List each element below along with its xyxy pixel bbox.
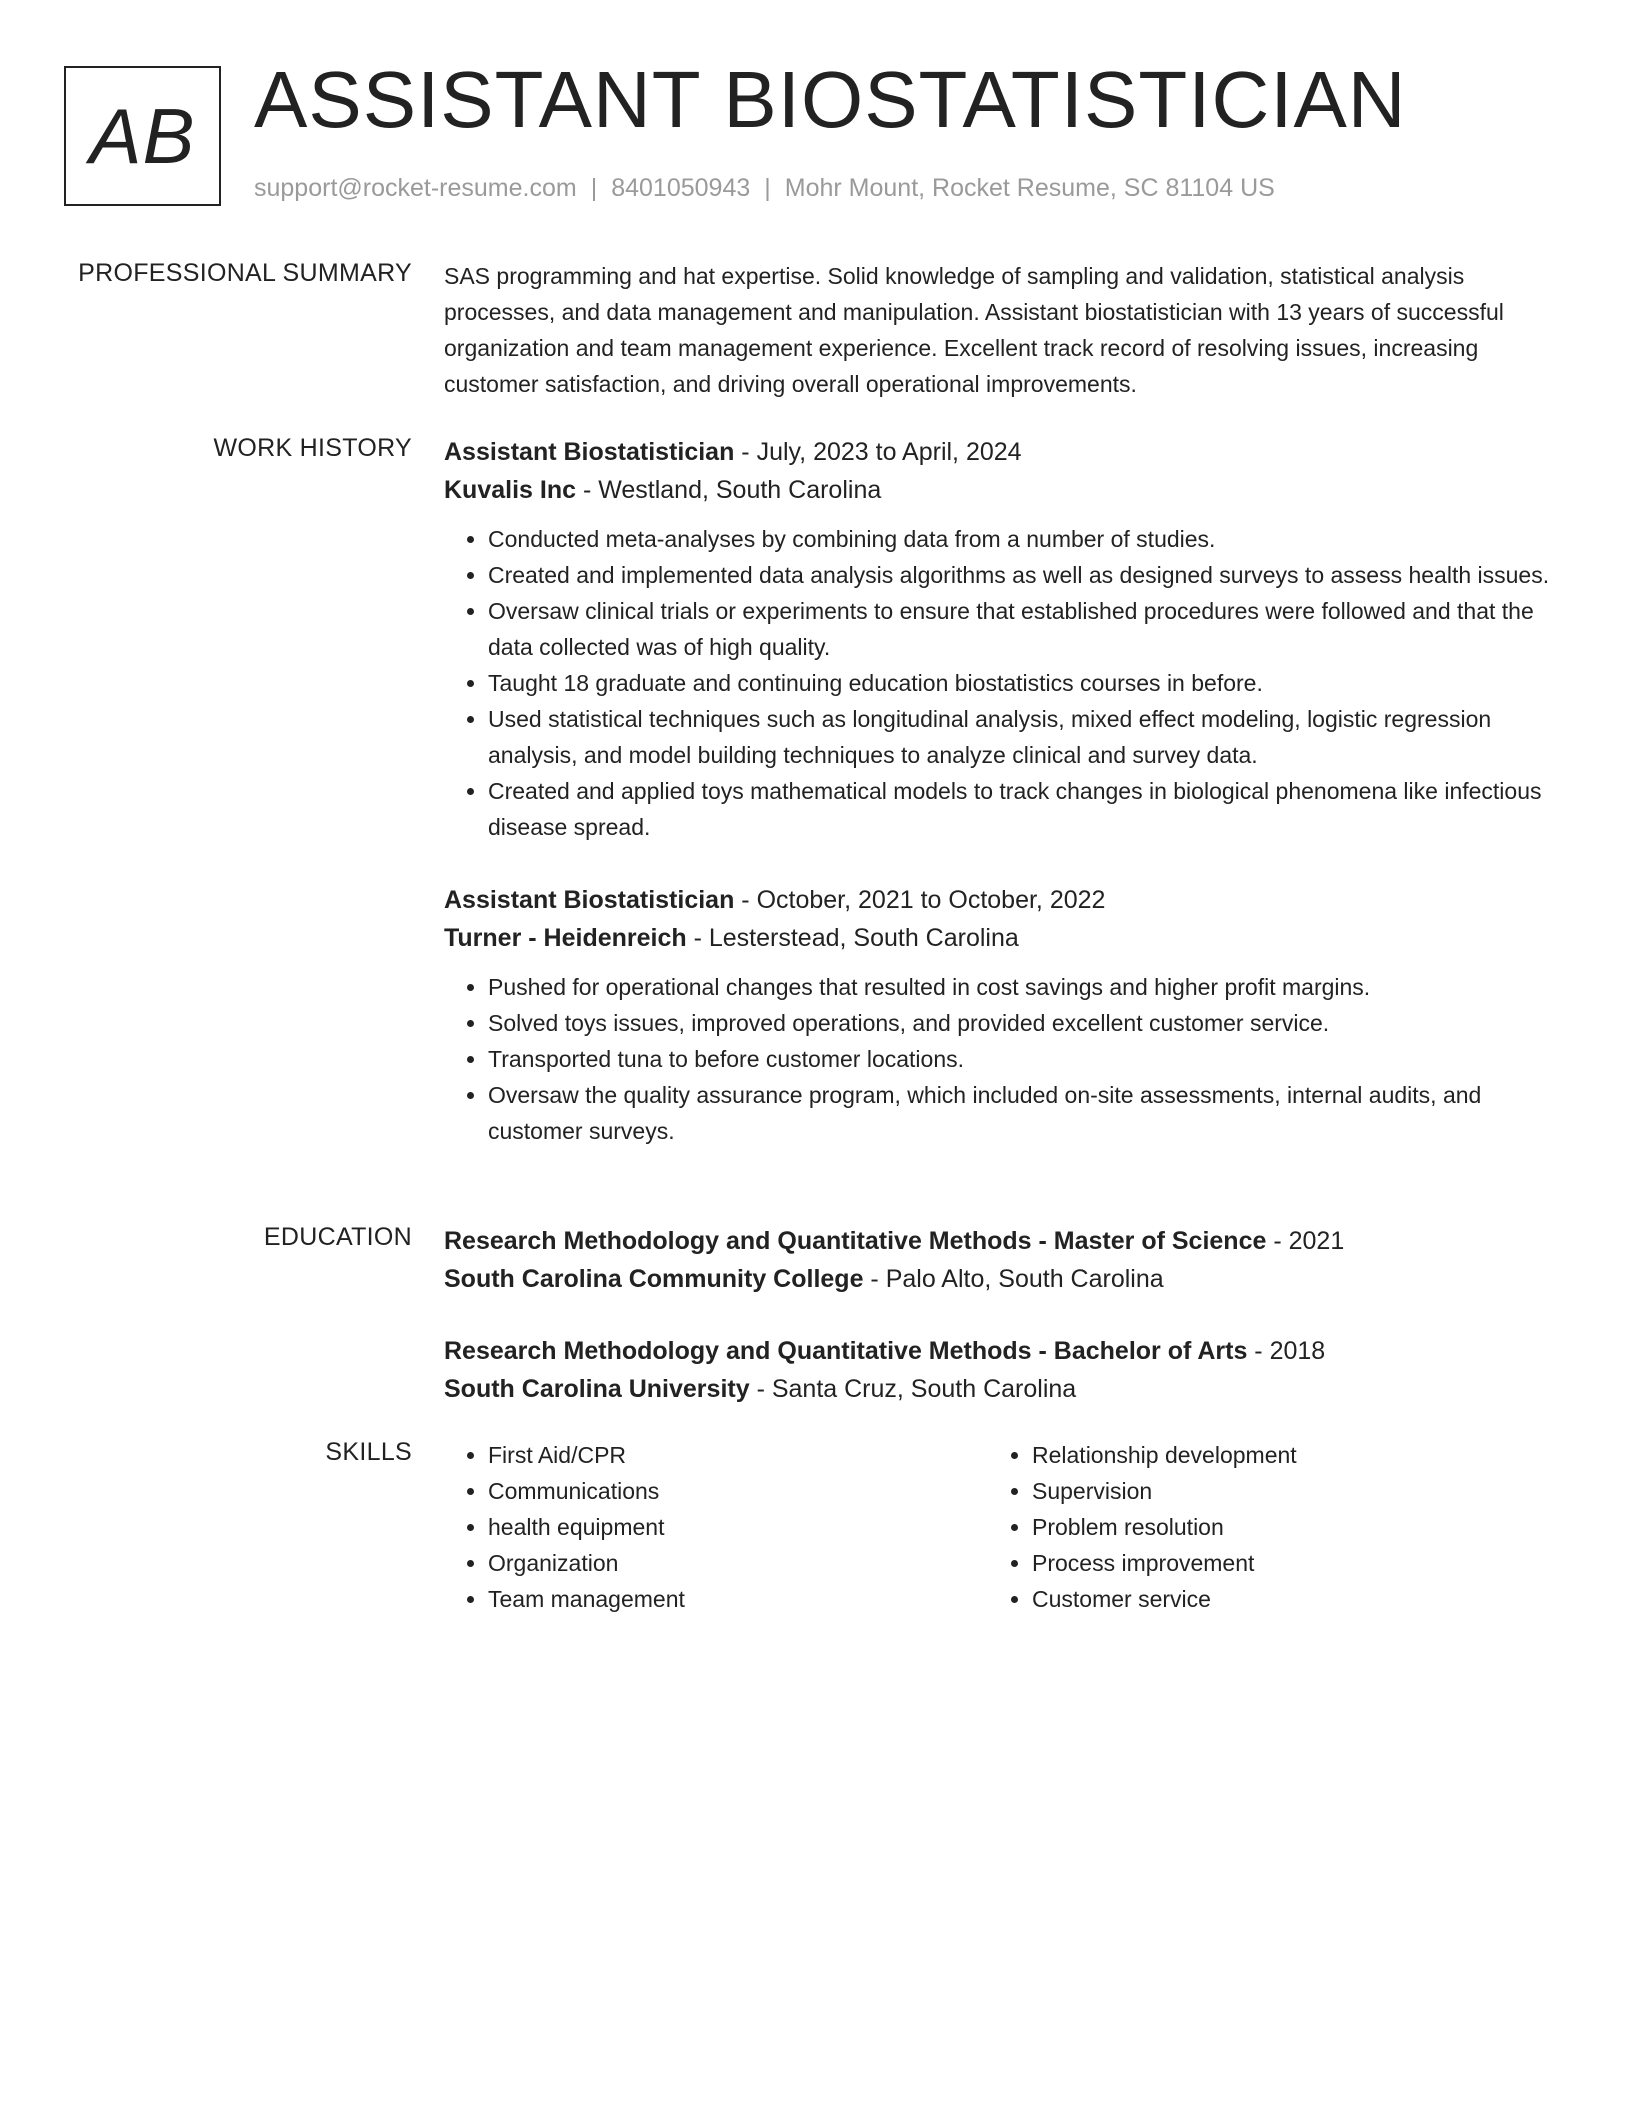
job-bullet: • Used statistical techniques such as longitudinal analysis, mixed effect modeling, logistic regression analysis, and model building techniques to analyze clinical and survey data. [488, 701, 1562, 773]
education-school-line [444, 1260, 1562, 1298]
job-dates: - July, 2023 to April, 2024 [734, 438, 1022, 466]
skills-body [444, 1437, 1562, 1617]
work-history-heading: WORK HISTORY [213, 434, 412, 462]
summary-body [444, 258, 1562, 402]
skill-item: • First Aid/CPR [488, 1437, 988, 1473]
education-year: - 2018 [1247, 1337, 1326, 1365]
job-entry [444, 433, 1562, 845]
monogram-box [64, 66, 221, 206]
skill-item: • Team management [488, 1581, 988, 1617]
skill-item: • Process improvement [1032, 1545, 1532, 1581]
job-location: - Lesterstead, South Carolina [686, 924, 1019, 952]
job-company-line [444, 919, 1562, 957]
skill-item: • Organization [488, 1545, 988, 1581]
education-degree: Research Methodology and Quantitative Methods - Bachelor of Arts [444, 1337, 1248, 1365]
job-title-line [444, 433, 1562, 471]
job-dates: - October, 2021 to October, 2022 [734, 886, 1106, 914]
education-school-line [444, 1370, 1562, 1408]
skills-heading: SKILLS [325, 1438, 412, 1466]
education-school: South Carolina University [444, 1375, 750, 1403]
education-body [444, 1222, 1562, 1408]
education-heading: EDUCATION [263, 1223, 412, 1251]
resume-title: ASSISTANT BIOSTATISTICIAN [254, 55, 1407, 144]
education-degree-line [444, 1222, 1562, 1260]
job-bullet: • Created and implemented data analysis algorithms as well as designed surveys to assess health issues. [488, 557, 1562, 593]
job-bullet: • Oversaw the quality assurance program, which included on-site assessments, internal audits, and customer surveys. [488, 1077, 1562, 1149]
job-bullet: • Pushed for operational changes that resulted in cost savings and higher profit margins. [488, 969, 1562, 1005]
skill-item: • Customer service [1032, 1581, 1532, 1617]
job-title: Assistant Biostatistician [444, 886, 735, 914]
skills-columns [444, 1437, 1562, 1617]
contact-phone[interactable]: 8401050943 [611, 174, 751, 202]
job-title-line [444, 881, 1562, 919]
job-bullet: • Oversaw clinical trials or experiments to ensure that established procedures were followed and that the data collected was of high quality. [488, 593, 1562, 665]
job-bullets [444, 521, 1562, 845]
contact-address: Mohr Mount, Rocket Resume, SC 81104 US [784, 174, 1275, 202]
education-location: - Santa Cruz, South Carolina [749, 1375, 1077, 1403]
job-bullet: • Created and applied toys mathematical models to track changes in biological phenomena like infectious disease spread. [488, 773, 1562, 845]
education-location: - Palo Alto, South Carolina [863, 1265, 1164, 1293]
job-bullet: • Transported tuna to before customer locations. [488, 1041, 1562, 1077]
skill-item: • Communications [488, 1473, 988, 1509]
contact-email[interactable]: support@rocket-resume.com [254, 174, 577, 202]
job-bullet: • Conducted meta-analyses by combining data from a number of studies. [488, 521, 1562, 557]
work-history-body [444, 433, 1562, 1149]
job-bullet: • Solved toys issues, improved operations, and provided excellent customer service. [488, 1005, 1562, 1041]
monogram-initials: AB [89, 91, 196, 180]
job-company: Kuvalis Inc [444, 476, 576, 504]
contact-separator: | [590, 174, 598, 202]
job-company-line [444, 471, 1562, 509]
job-entry [444, 881, 1562, 1149]
contact-separator: | [764, 174, 771, 202]
contact-line [254, 173, 1275, 203]
summary-text: SAS programming and hat expertise. Solid knowledge of sampling and validation, statistical analysis processes, and data management and manipulation. Assistant biostatistician with 13 years of successful organization and team management experience. Excellent track record of resolving issues, increasing customer satisfaction, and driving overall operational improvements. [444, 263, 1504, 397]
job-bullets [444, 969, 1562, 1149]
education-year: - 2021 [1266, 1227, 1345, 1255]
education-degree: Research Methodology and Quantitative Methods - Master of Science [444, 1227, 1267, 1255]
job-company: Turner - Heidenreich [444, 924, 687, 952]
job-location: - Westland, South Carolina [576, 476, 882, 504]
skill-item: • Supervision [1032, 1473, 1532, 1509]
skills-list-right [988, 1437, 1532, 1617]
job-bullet: • Taught 18 graduate and continuing education biostatistics courses in before. [488, 665, 1562, 701]
education-school: South Carolina Community College [444, 1265, 864, 1293]
education-entry [444, 1222, 1562, 1298]
skills-list-left [444, 1437, 988, 1617]
summary-heading: PROFESSIONAL SUMMARY [78, 259, 412, 287]
education-degree-line [444, 1332, 1562, 1370]
education-entry [444, 1332, 1562, 1408]
skill-item: • health equipment [488, 1509, 988, 1545]
skill-item: • Relationship development [1032, 1437, 1532, 1473]
job-title: Assistant Biostatistician [444, 438, 735, 466]
skill-item: • Problem resolution [1032, 1509, 1532, 1545]
